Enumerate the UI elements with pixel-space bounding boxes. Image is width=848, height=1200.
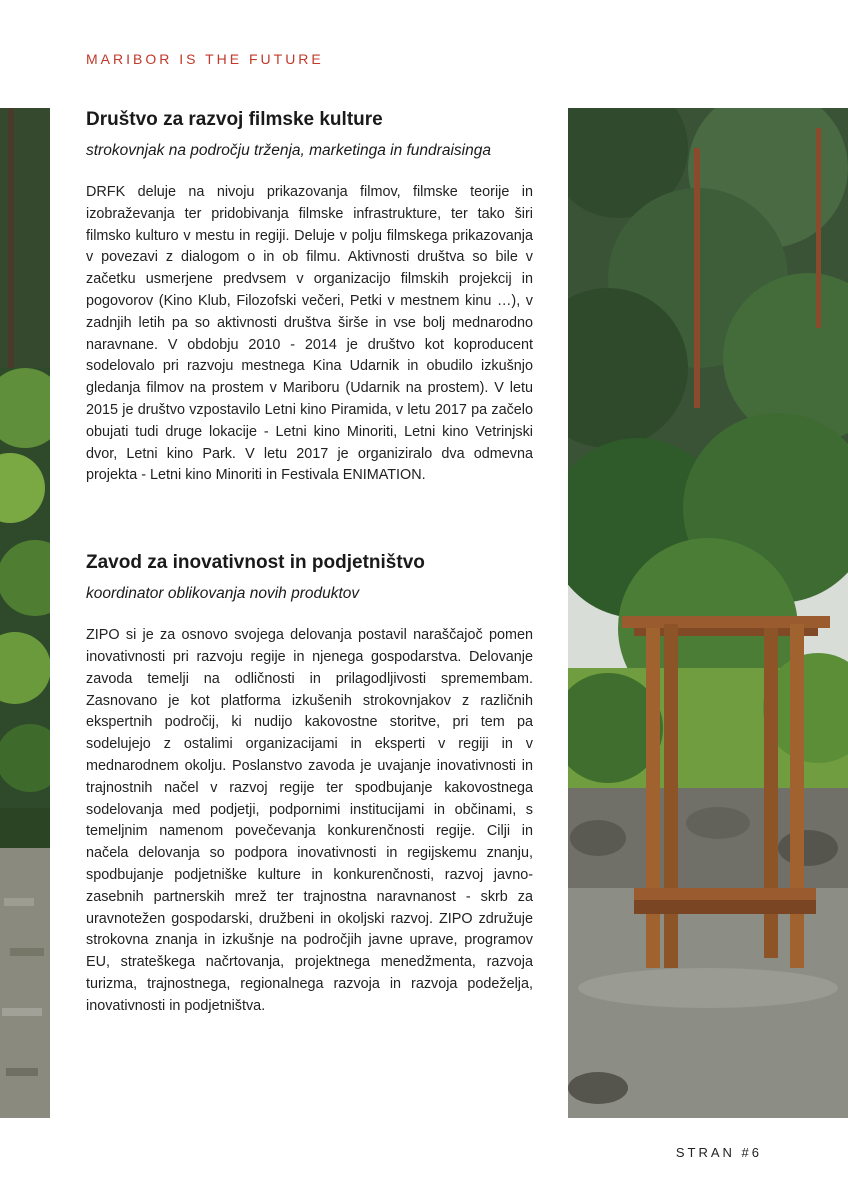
section-subtitle: koordinator oblikovanja novih produktov <box>86 585 360 603</box>
section-title: Društvo za razvoj filmske kulture <box>86 109 383 130</box>
header-brand: MARIBOR IS THE FUTURE <box>86 51 324 67</box>
page-number: STRAN #6 <box>675 1145 762 1160</box>
section-drfk <box>86 106 533 487</box>
main-content <box>86 106 533 1018</box>
forest-photo-left <box>0 108 50 1118</box>
section-body: DRFK deluje na nivoju prikazovanja filmov, filmske teorije in izobraževanja ter pridobivanja filmske infrastrukture, ter tako širi filmsko kulturo v mestu in regiji. Deluje v polju filmskega prikazovanja v povezavi z dialogom o in ob filmu. Aktivnosti društva so bile v začetku usmerjene predvsem v organizacijo filmskih projekcij in pogovorov (Kino Klub, Filozofski večeri, Petki v mestnem kinu …), v zadnjih letih pa so aktivnosti društva širše in vse bolj mednarodno naravnane. V obdobju 2010 - 2014 je društvo kot koproducent sodelovalo pri razvoju mestnega Kina Udarnik in obudilo izkušnjo gledanja filmov na prostem v Mariboru (Udarnik na prostem). V letu 2015 je društvo vzpostavilo Letni kino Piramida, v letu 2017 pa začelo obujati tudi druge lokacije - Letni kino Minoriti, Letni kino Vetrinjski dvor, Letni kino Park. V letu 2017 je organiziralo dva odmevna projekta - Letni kino Minoriti in Festivala ENIMATION. <box>86 184 533 484</box>
park-pergola-photo <box>568 108 848 1118</box>
section-title: Zavod za inovativnost in podjetništvo <box>86 552 425 574</box>
section-subtitle: strokovnjak na področju trženja, marketinga in fundraisinga <box>86 142 491 159</box>
section-zipo <box>86 549 533 1017</box>
section-body: ZIPO si je za osnovo svojega delovanja postavil naraščajoč pomen inovativnosti pri razvoju regije in njenega gospodarstva. Delovanje zavoda temelji na odličnosti in prilagodljivosti spremembam. Zasnovano je kot platforma izkušenih strokovnjakov z različnih ekspertnih področij, ki nudijo kakovostne storitve, pri tem pa sodelujejo z ostalimi organizacijami in eksperti v regiji in v mednarodnem okolju. Poslanstvo zavoda je uvajanje inovativnosti in trajnostnih načel v razvoj regije ter spodbujanje kakovostnega sodelovanja med podjetji, podpornimi institucijami in občinami, s temeljnim namenom povečevanja konkurenčnosti regije. Cilji in načela delovanja so podpora inovativnosti in regijskemu znanju, spodbujanje podjetniške kulture in konkurenčnosti, razvoj javno-zasebnih partnerskih mrež ter trajnostna naravnanost - skrb za uravnotežen gospodarski, družbeni in okoljski razvoj. ZIPO združuje strokovna znanja in izkušnje na področjih javne uprave, programov EU, strateškega načrtovanja, projektnega menedžmenta, razvoja turizma, trajnostnega, regionalnega razvoja in razvoja podeželja, inovativnosti in podjetništva. <box>86 627 533 1014</box>
